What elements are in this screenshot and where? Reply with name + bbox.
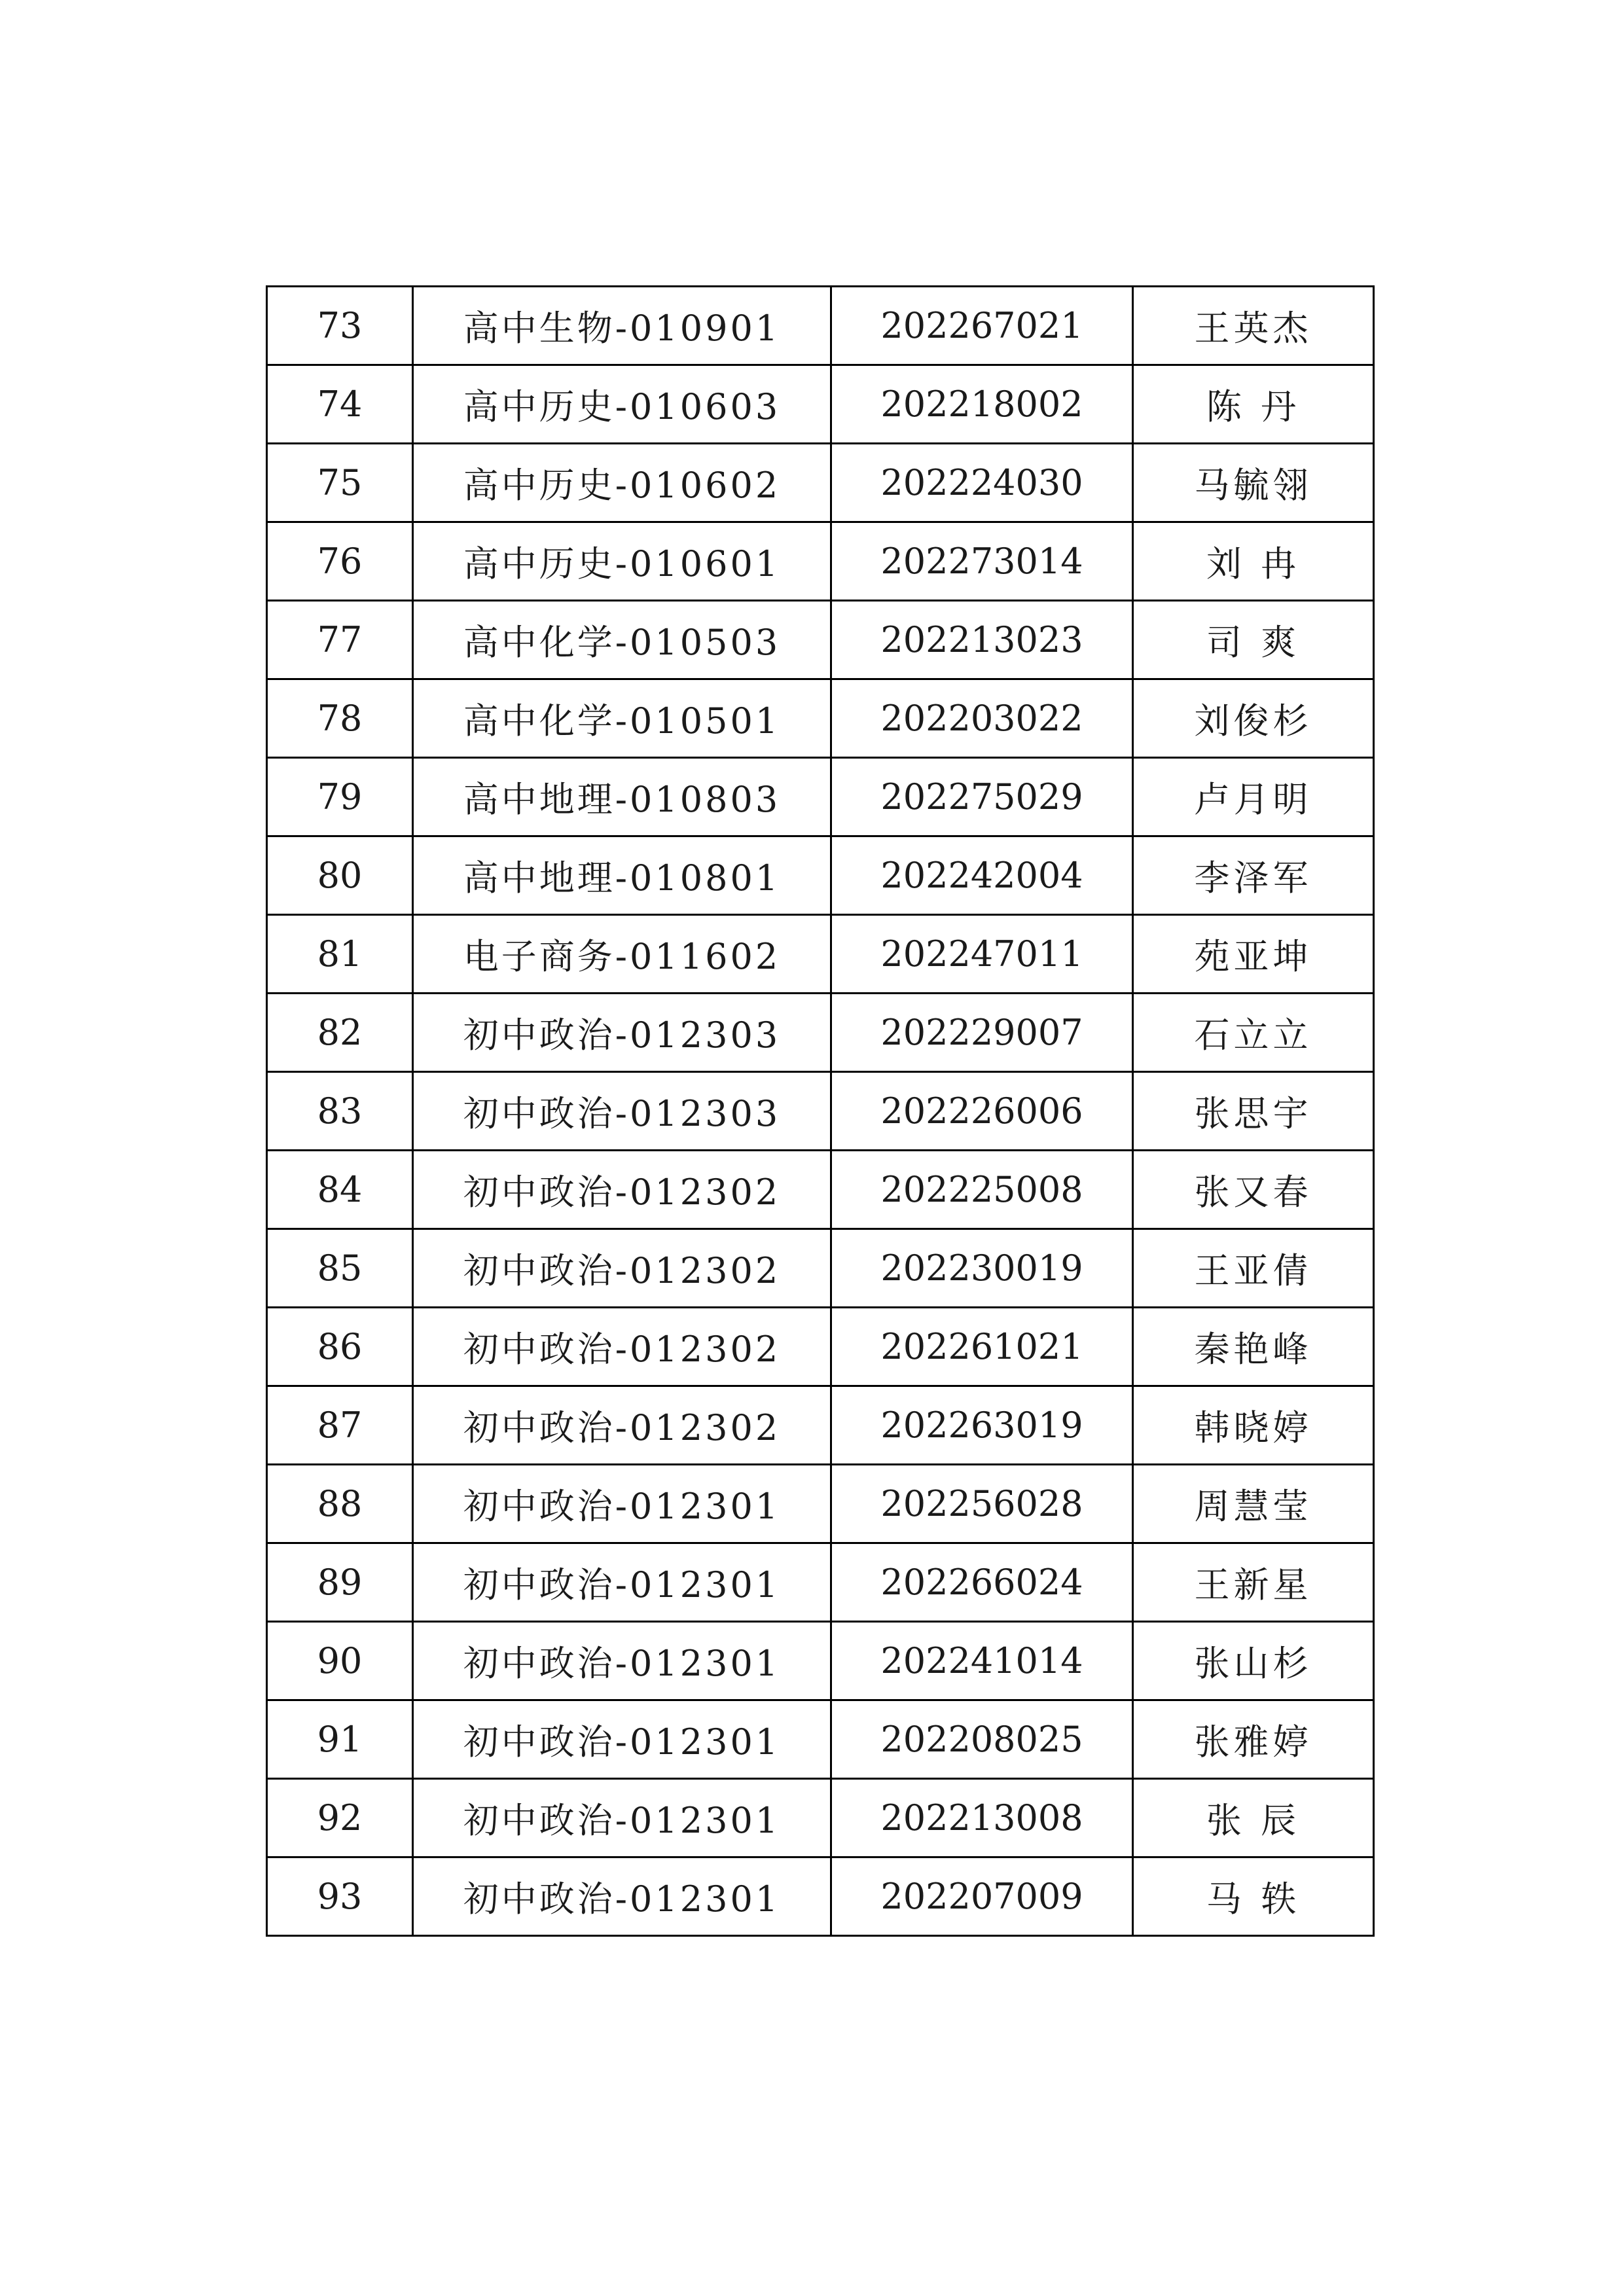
row-number-cell: 91 — [267, 1700, 413, 1779]
table-row — [267, 836, 1374, 915]
exam-id-cell: 202230019 — [831, 1229, 1133, 1308]
candidate-name-cell: 司 爽 — [1133, 601, 1374, 679]
candidate-name-cell: 石立立 — [1133, 994, 1374, 1072]
table-row — [267, 365, 1374, 444]
row-number-cell: 79 — [267, 758, 413, 836]
position-code-cell: 高中历史-010601 — [413, 522, 831, 601]
table-row — [267, 1857, 1374, 1936]
row-number-cell: 92 — [267, 1779, 413, 1857]
position-code-cell: 高中历史-010603 — [413, 365, 831, 444]
exam-id-cell: 202213008 — [831, 1779, 1133, 1857]
position-code-cell: 初中政治-012301 — [413, 1465, 831, 1543]
position-code-cell: 初中政治-012301 — [413, 1543, 831, 1622]
position-code-cell: 电子商务-011602 — [413, 915, 831, 994]
row-number-cell: 73 — [267, 287, 413, 365]
candidate-name-cell: 刘 冉 — [1133, 522, 1374, 601]
row-number-cell: 74 — [267, 365, 413, 444]
candidate-name-cell: 韩晓婷 — [1133, 1386, 1374, 1465]
row-number-cell: 76 — [267, 522, 413, 601]
table-row — [267, 1308, 1374, 1386]
position-code-cell: 初中政治-012302 — [413, 1386, 831, 1465]
candidate-name-cell: 张又春 — [1133, 1151, 1374, 1229]
table-row — [267, 1465, 1374, 1543]
table-row — [267, 444, 1374, 522]
candidate-name-cell: 王亚倩 — [1133, 1229, 1374, 1308]
position-code-cell: 初中政治-012302 — [413, 1308, 831, 1386]
row-number-cell: 78 — [267, 679, 413, 758]
roster-table-body — [267, 287, 1374, 1936]
row-number-cell: 80 — [267, 836, 413, 915]
exam-id-cell: 202247011 — [831, 915, 1133, 994]
position-code-cell: 初中政治-012301 — [413, 1700, 831, 1779]
row-number-cell: 87 — [267, 1386, 413, 1465]
candidate-name-cell: 李泽军 — [1133, 836, 1374, 915]
exam-id-cell: 202203022 — [831, 679, 1133, 758]
exam-id-cell: 202224030 — [831, 444, 1133, 522]
position-code-cell: 高中化学-010501 — [413, 679, 831, 758]
row-number-cell: 93 — [267, 1857, 413, 1936]
candidate-name-cell: 陈 丹 — [1133, 365, 1374, 444]
exam-id-cell: 202207009 — [831, 1857, 1133, 1936]
exam-id-cell: 202225008 — [831, 1151, 1133, 1229]
position-code-cell: 高中生物-010901 — [413, 287, 831, 365]
position-code-cell: 初中政治-012303 — [413, 1072, 831, 1151]
candidate-name-cell: 张山杉 — [1133, 1622, 1374, 1700]
exam-id-cell: 202267021 — [831, 287, 1133, 365]
position-code-cell: 初中政治-012302 — [413, 1151, 831, 1229]
table-row — [267, 994, 1374, 1072]
roster-table — [266, 285, 1375, 1937]
table-row — [267, 758, 1374, 836]
table-row — [267, 1072, 1374, 1151]
row-number-cell: 85 — [267, 1229, 413, 1308]
position-code-cell: 高中化学-010503 — [413, 601, 831, 679]
exam-id-cell: 202218002 — [831, 365, 1133, 444]
table-row — [267, 1779, 1374, 1857]
table-row — [267, 1700, 1374, 1779]
exam-id-cell: 202208025 — [831, 1700, 1133, 1779]
candidate-name-cell: 马毓翎 — [1133, 444, 1374, 522]
table-row — [267, 679, 1374, 758]
position-code-cell: 高中地理-010803 — [413, 758, 831, 836]
row-number-cell: 81 — [267, 915, 413, 994]
exam-id-cell: 202256028 — [831, 1465, 1133, 1543]
row-number-cell: 77 — [267, 601, 413, 679]
position-code-cell: 高中历史-010602 — [413, 444, 831, 522]
exam-id-cell: 202266024 — [831, 1543, 1133, 1622]
row-number-cell: 82 — [267, 994, 413, 1072]
table-row — [267, 1543, 1374, 1622]
row-number-cell: 90 — [267, 1622, 413, 1700]
exam-id-cell: 202263019 — [831, 1386, 1133, 1465]
row-number-cell: 89 — [267, 1543, 413, 1622]
row-number-cell: 88 — [267, 1465, 413, 1543]
table-row — [267, 1386, 1374, 1465]
table-row — [267, 1151, 1374, 1229]
exam-id-cell: 202261021 — [831, 1308, 1133, 1386]
position-code-cell: 初中政治-012302 — [413, 1229, 831, 1308]
candidate-name-cell: 张雅婷 — [1133, 1700, 1374, 1779]
row-number-cell: 83 — [267, 1072, 413, 1151]
row-number-cell: 75 — [267, 444, 413, 522]
exam-id-cell: 202273014 — [831, 522, 1133, 601]
position-code-cell: 初中政治-012301 — [413, 1857, 831, 1936]
exam-id-cell: 202275029 — [831, 758, 1133, 836]
candidate-name-cell: 周慧莹 — [1133, 1465, 1374, 1543]
table-row — [267, 601, 1374, 679]
table-row — [267, 287, 1374, 365]
position-code-cell: 高中地理-010801 — [413, 836, 831, 915]
table-row — [267, 915, 1374, 994]
candidate-name-cell: 马 轶 — [1133, 1857, 1374, 1936]
exam-id-cell: 202213023 — [831, 601, 1133, 679]
table-row — [267, 1229, 1374, 1308]
table-row — [267, 522, 1374, 601]
exam-id-cell: 202241014 — [831, 1622, 1133, 1700]
candidate-name-cell: 张 辰 — [1133, 1779, 1374, 1857]
position-code-cell: 初中政治-012301 — [413, 1622, 831, 1700]
candidate-name-cell: 王新星 — [1133, 1543, 1374, 1622]
position-code-cell: 初中政治-012303 — [413, 994, 831, 1072]
table-row — [267, 1622, 1374, 1700]
candidate-name-cell: 苑亚坤 — [1133, 915, 1374, 994]
exam-id-cell: 202226006 — [831, 1072, 1133, 1151]
exam-id-cell: 202242004 — [831, 836, 1133, 915]
row-number-cell: 86 — [267, 1308, 413, 1386]
candidate-name-cell: 张思宇 — [1133, 1072, 1374, 1151]
position-code-cell: 初中政治-012301 — [413, 1779, 831, 1857]
candidate-name-cell: 卢月明 — [1133, 758, 1374, 836]
row-number-cell: 84 — [267, 1151, 413, 1229]
exam-id-cell: 202229007 — [831, 994, 1133, 1072]
candidate-name-cell: 秦艳峰 — [1133, 1308, 1374, 1386]
candidate-name-cell: 刘俊杉 — [1133, 679, 1374, 758]
candidate-name-cell: 王英杰 — [1133, 287, 1374, 365]
